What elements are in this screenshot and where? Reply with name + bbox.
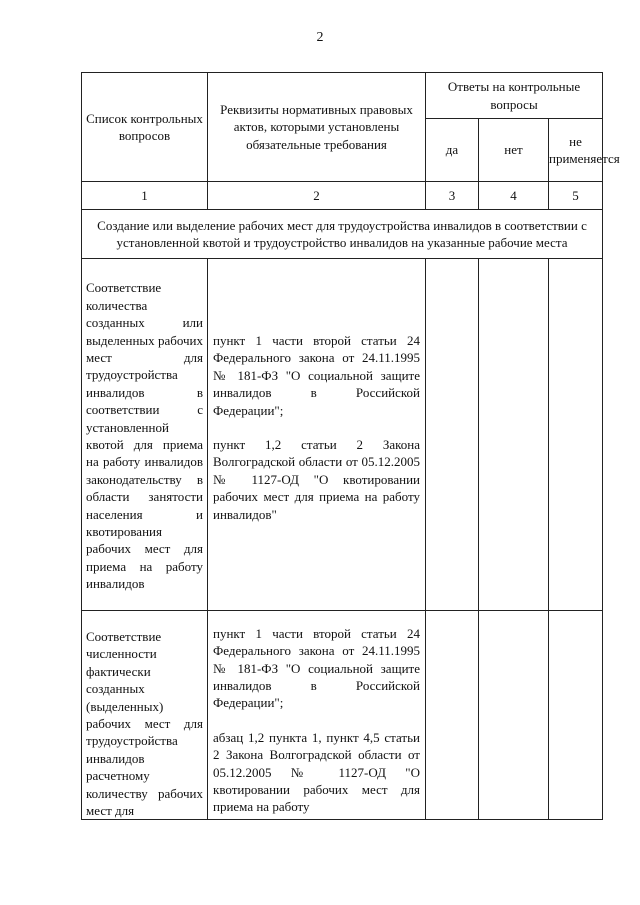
table-row [82,611,603,820]
header-legal-references [208,73,426,182]
reference-paragraph: пункт 1 части второй статьи 24 Федерального закона от 24.11.1995 № 181-ФЗ "О социальной защите инвалидов в Российской Федерации"; [213,625,420,711]
column-numbers-row [82,182,603,210]
header-answers-label: Ответы на контрольные вопросы [447,79,581,112]
answer-yes-cell[interactable] [426,611,479,820]
header-no: нет [479,119,549,182]
question-cell [82,259,208,611]
column-number-1: 1 [82,182,208,210]
question-text: Соответствие количества созданных или выделенных рабочих мест для трудоустройства инвалидов в соответствии с установленной квотой для приема на работу инвалидов законодательству в области занятости населения и квотирования рабочих мест для приема на работу инвалидов [86,280,203,592]
header-questions-label: Список контрольных вопросов [86,110,203,143]
reference-paragraph: абзац 1,2 пункта 1, пункт 4,5 статьи 2 Закона Волгоградской области от 05.12.2005 № 1127-ОД "О квотировании рабочих мест для приема на работу [213,729,420,815]
references-cell [208,611,426,820]
header-questions-list [82,73,208,182]
header-references-label: Реквизиты нормативных правовых актов, которыми установлены обязательные требования [220,101,413,152]
control-questions-table [81,72,620,820]
answer-na-cell[interactable] [549,611,603,820]
section-row [82,210,603,259]
page-number: 2 [316,30,324,45]
reference-paragraph: пункт 1,2 статьи 2 Закона Волгоградской области от 05.12.2005 № 1127-ОД "О квотировании рабочих мест для приема на работу инвалидов" [213,437,420,522]
column-number-4: 4 [479,182,549,210]
answer-no-cell[interactable] [479,611,549,820]
answer-no-cell[interactable] [479,259,549,611]
header-row-1 [82,73,603,119]
question-text: Соответствие численности фактически созданных (выделенных) рабочих мест для трудоустройства инвалидов расчетному количеству рабочих мест для [86,629,203,819]
column-number-5: 5 [549,182,603,210]
reference-paragraph: пункт 1 части второй статьи 24 Федерального закона от 24.11.1995 № 181-ФЗ "О социальной защите инвалидов в Российской Федерации"; [213,332,420,418]
section-title: Создание или выделение рабочих мест для трудоустройства инвалидов в соответствии с установленной квотой и трудоустройство инвалидов на указанные рабочие места [82,210,603,259]
column-number-2: 2 [208,182,426,210]
question-cell [82,611,208,820]
header-answers-group [426,73,603,119]
column-number-3: 3 [426,182,479,210]
header-yes: да [426,119,479,182]
header-not-applicable: не применяется [549,119,603,182]
answer-na-cell[interactable] [549,259,603,611]
answer-yes-cell[interactable] [426,259,479,611]
table-row [82,259,603,611]
references-cell [208,259,426,611]
